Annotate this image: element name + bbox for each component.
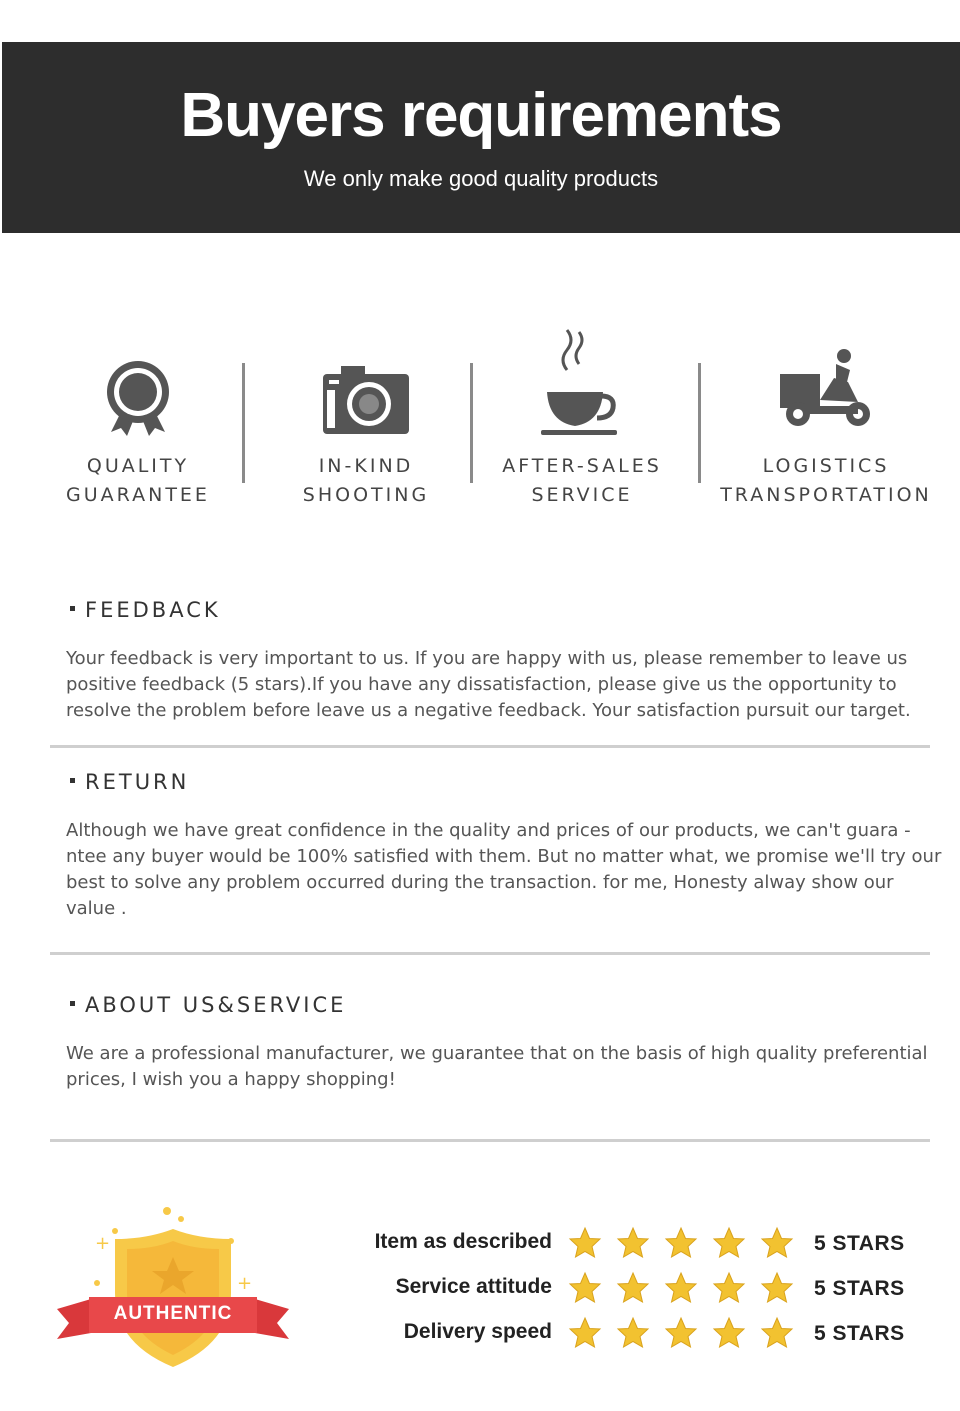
section-body: We are a professional manufacturer, we guarantee that on the basis of high quality preferential prices, I wish you a happy shopping! — [66, 1043, 928, 1090]
feature-quality-line1: QUALITY — [86, 455, 190, 477]
section-heading — [70, 598, 221, 622]
rating-row — [330, 1312, 930, 1356]
star-icon — [568, 1226, 602, 1260]
rating-label: Delivery speed — [403, 1320, 552, 1343]
divider — [50, 952, 930, 955]
feature-quality — [24, 320, 252, 520]
page-subtitle: We only make good quality products — [303, 166, 659, 191]
section-heading — [70, 770, 189, 794]
star-icon — [712, 1316, 746, 1350]
feature-divider — [242, 363, 245, 483]
section-body: Although we have great confidence in the quality and prices of our products, we can't guara -ntee any buyer would be 100% satisfied with them. But no matter what, we promise we'll try our best to solve any problem occurred during the transaction. for me, Honesty alway show our value . — [66, 820, 942, 919]
feature-divider — [470, 363, 473, 483]
feature-strip — [0, 320, 960, 520]
rating-row — [330, 1222, 930, 1266]
star-icon — [616, 1271, 650, 1305]
feature-inkind-line1: IN-KIND — [318, 455, 414, 477]
rating-row — [330, 1267, 930, 1311]
rating-label: Item as described — [374, 1230, 552, 1253]
svg-text:+: + — [95, 1233, 111, 1254]
star-icon — [616, 1316, 650, 1350]
section-title: ABOUT US&SERVICE — [85, 993, 347, 1017]
feature-logistics-line2: TRANSPORTATION — [720, 484, 932, 506]
award-medal-icon — [103, 320, 173, 440]
authentic-shield-icon — [55, 1205, 295, 1375]
section-body: Your feedback is very important to us. If you are happy with us, please remember to leave us positive feedback (5 stars).If you have any dissatisfaction, please give us the opportunity to resolve the problem before leave us a negative feedback. Your satisfaction pursuit our target. — [66, 648, 911, 721]
feature-logistics — [712, 320, 940, 520]
bullet-icon — [70, 606, 75, 611]
badge-text: AUTHENTIC — [113, 1303, 233, 1324]
delivery-scooter-icon — [776, 320, 876, 440]
feature-quality-line2: GUARANTEE — [66, 484, 210, 506]
star-icon — [616, 1226, 650, 1260]
coffee-cup-icon — [537, 320, 627, 440]
feature-inkind — [252, 320, 480, 520]
star-icon — [760, 1226, 794, 1260]
divider — [50, 1139, 930, 1142]
header-banner — [2, 42, 960, 233]
bullet-icon — [70, 778, 75, 783]
feature-aftersales-line1: AFTER-SALES — [502, 455, 662, 477]
star-icon — [664, 1226, 698, 1260]
authentic-badge — [55, 1205, 295, 1375]
feature-logistics-line1: LOGISTICS — [762, 455, 890, 477]
svg-text:+: + — [237, 1273, 253, 1294]
rating-value: 5 STARS — [814, 1232, 905, 1255]
star-icon — [664, 1316, 698, 1350]
rating-label: Service attitude — [395, 1275, 552, 1298]
star-icon — [568, 1316, 602, 1350]
feature-aftersales-line2: SERVICE — [531, 484, 633, 506]
feature-inkind-line2: SHOOTING — [302, 484, 430, 506]
rating-value: 5 STARS — [814, 1322, 905, 1345]
star-icon — [568, 1271, 602, 1305]
star-icon — [712, 1226, 746, 1260]
star-icon — [760, 1271, 794, 1305]
bullet-icon — [70, 1001, 75, 1006]
rating-value: 5 STARS — [814, 1277, 905, 1300]
feature-divider — [698, 363, 701, 483]
star-icon — [712, 1271, 746, 1305]
section-heading — [70, 993, 346, 1017]
page-title: Buyers requirements — [180, 81, 782, 150]
divider — [50, 745, 930, 748]
star-icon — [664, 1271, 698, 1305]
star-icon — [760, 1316, 794, 1350]
section-title: RETURN — [85, 770, 190, 794]
feature-aftersales — [468, 320, 696, 520]
section-title: FEEDBACK — [85, 598, 221, 622]
camera-icon — [321, 320, 411, 440]
